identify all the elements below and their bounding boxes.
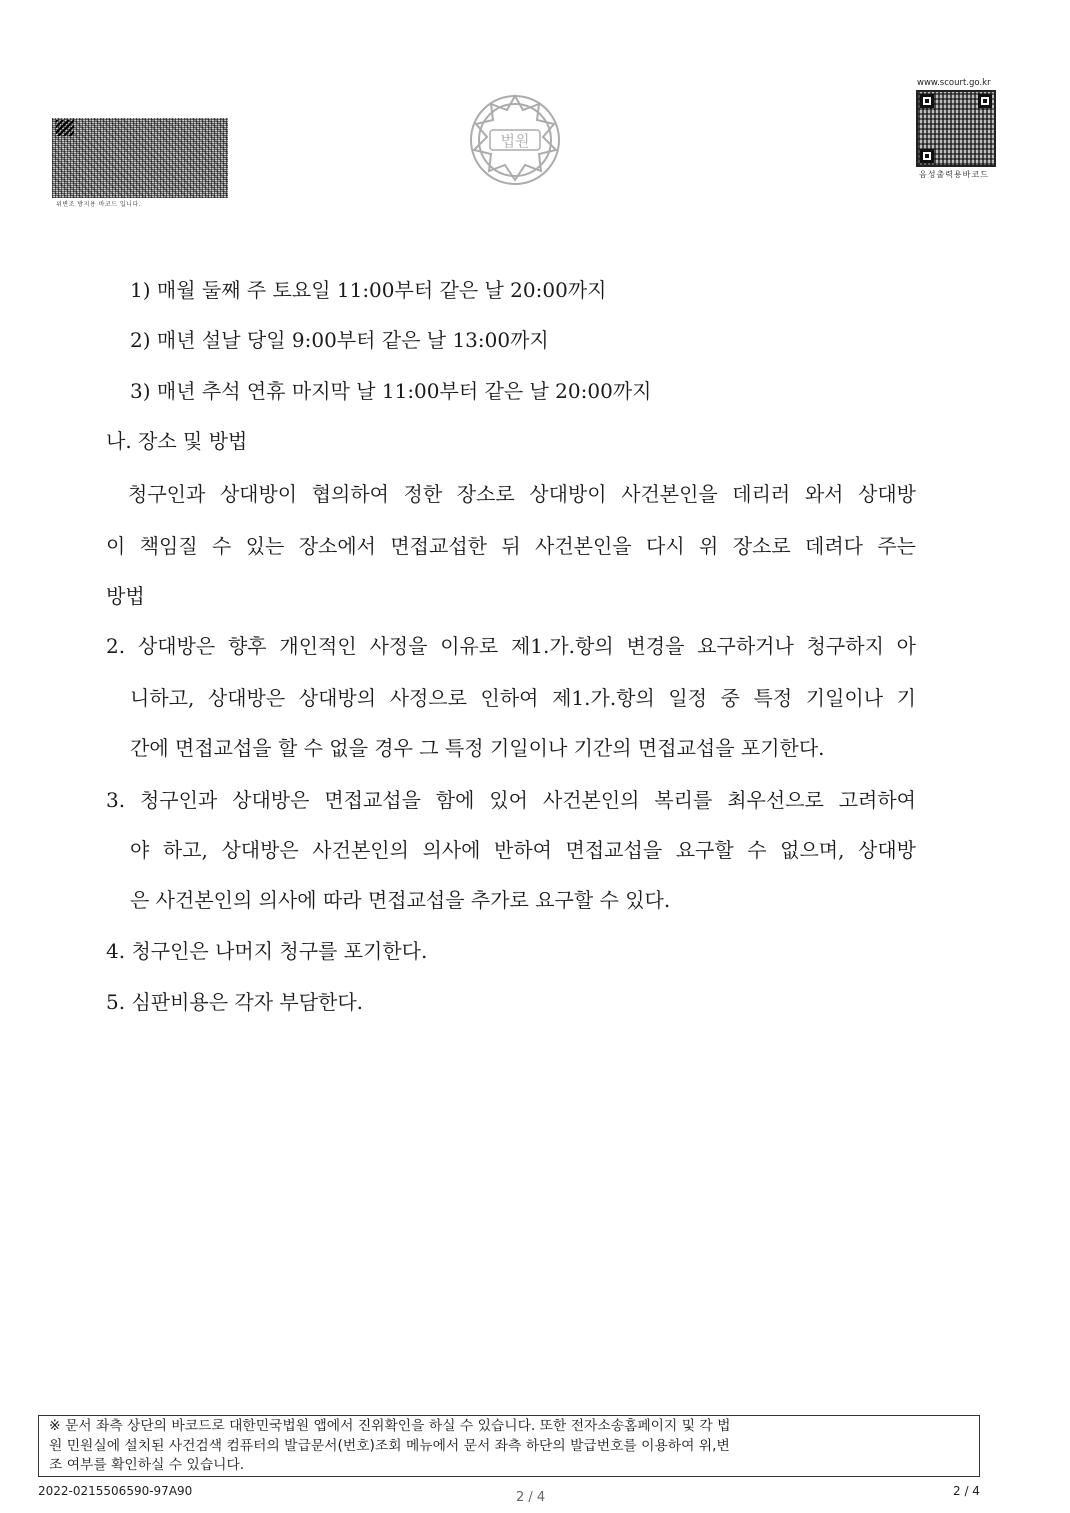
clause-2-line: 간에 면접교섭을 할 수 없을 경우 그 특정 기일이나 기간의 면접교섭을 포기한다. xyxy=(130,736,825,760)
page-number: 2 / 4 xyxy=(953,1484,980,1498)
paragraph-line: 청구인과 상대방이 협의하여 정한 장소로 상대방이 사건본인을 데리러 와서 상대방 xyxy=(128,482,916,506)
court-emblem-icon xyxy=(464,90,566,188)
notice-line: 원 민원실에 설치된 사건검색 컴퓨터의 발급문서(번호)조회 메뉴에서 문서 좌측 하단의 발급번호를 이용하여 위,변 xyxy=(49,1437,730,1454)
clause-3-line: 3. 청구인과 상대방은 면접교섭을 함에 있어 사건본인의 복리를 최우선으로 고려하여 xyxy=(106,788,916,812)
clause-3-line: 은 사건본인의 의사에 따라 면접교섭을 추가로 요구할 수 있다. xyxy=(130,888,671,912)
section-heading-place-method: 나. 장소 및 방법 xyxy=(106,429,248,453)
emblem-label: 법원 xyxy=(500,132,530,150)
verification-notice-box xyxy=(38,1415,980,1477)
page-number-faint: 2 / 4 xyxy=(516,1490,546,1505)
anti-forgery-barcode-caption: 위변조 방지용 바코드 입니다. xyxy=(56,201,142,208)
clause-2-line: 니하고, 상대방은 상대방의 사정으로 인하여 제1.가.항의 일정 중 특정 기일이나 기 xyxy=(130,686,916,710)
notice-line: 조 여부를 확인하실 수 있습니다. xyxy=(49,1457,245,1473)
voice-output-qr-code xyxy=(916,90,996,167)
schedule-item-1: 1) 매월 둘째 주 토요일 11:00부터 같은 날 20:00까지 xyxy=(130,278,607,302)
qr-finder-top-right xyxy=(978,94,992,108)
barcode-corner-mark xyxy=(56,120,74,136)
notice-line: ※ 문서 좌측 상단의 바코드로 대한민국법원 앱에서 진위확인을 하실 수 있습니다. 또한 전자소송홈페이지 및 각 법 xyxy=(49,1418,731,1434)
schedule-item-3: 3) 매년 추석 연휴 마지막 날 11:00부터 같은 날 20:00까지 xyxy=(130,379,652,403)
clause-5-line: 5. 심판비용은 각자 부담한다. xyxy=(106,990,364,1014)
qr-caption: 음성출력용바코드 xyxy=(919,170,989,179)
clause-4-line: 4. 청구인은 나머지 청구를 포기한다. xyxy=(106,939,428,963)
paragraph-line: 방법 xyxy=(106,584,145,608)
anti-forgery-barcode xyxy=(52,118,228,198)
clause-3-line: 야 하고, 상대방은 사건본인의 의사에 반하여 면접교섭을 요구할 수 없으며, 상대방 xyxy=(130,838,916,862)
qr-finder-bottom-left xyxy=(920,149,934,163)
paragraph-line: 이 책임질 수 있는 장소에서 면접교섭한 뒤 사건본인을 다시 위 장소로 데려다 주는 xyxy=(106,534,916,558)
clause-2-line: 2. 상대방은 향후 개인적인 사정을 이유로 제1.가.항의 변경을 요구하거나 청구하지 아 xyxy=(106,634,916,658)
schedule-item-2: 2) 매년 설날 당일 9:00부터 같은 날 13:00까지 xyxy=(130,328,549,352)
issue-number: 2022-0215506590-97A90 xyxy=(38,1484,193,1498)
qr-finder-top-left xyxy=(920,94,934,108)
court-site-url: www.scourt.go.kr xyxy=(917,78,991,88)
